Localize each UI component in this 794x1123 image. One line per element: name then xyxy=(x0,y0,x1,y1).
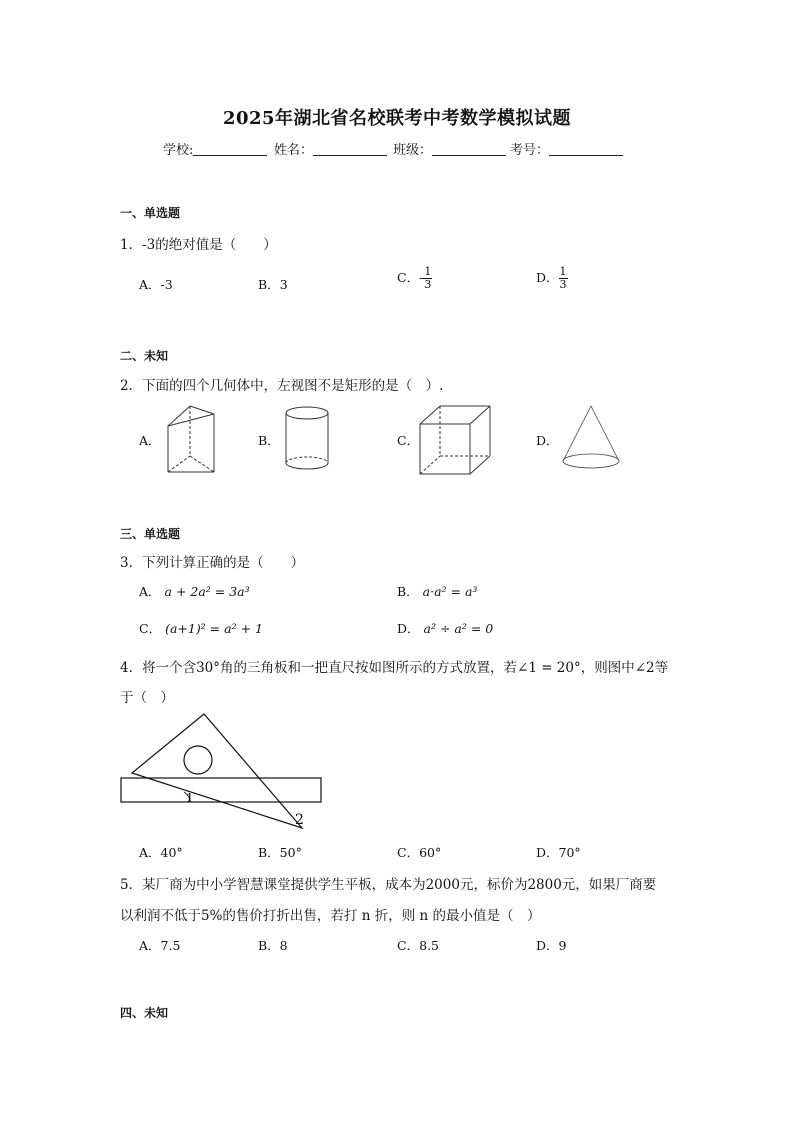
set-square-shape xyxy=(132,714,302,828)
triangle-ruler-figure xyxy=(118,710,328,834)
q3-option-d[interactable] xyxy=(397,619,493,637)
school-blank[interactable] xyxy=(193,142,267,156)
q1-option-c-label: C． xyxy=(397,270,420,285)
q4-option-c[interactable]: C．60° xyxy=(397,845,442,860)
cube-figure xyxy=(418,404,494,476)
q4-option-b[interactable]: B．50° xyxy=(258,845,302,860)
q1-option-b[interactable] xyxy=(258,275,288,293)
q3-option-a[interactable] xyxy=(139,582,250,600)
q1-option-d-denominator: 3 xyxy=(559,278,567,291)
question-3-stem: 3．下列计算正确的是（ ） xyxy=(120,555,305,571)
name-blank[interactable] xyxy=(313,142,387,156)
angle-1-label: 1 xyxy=(186,791,194,805)
question-5-stem-line2: 以利润不低于5%的售价打折出售，若打 n 折，则 n 的最小值是（ ） xyxy=(120,908,541,924)
q5-option-d[interactable]: D．9 xyxy=(536,938,567,953)
angle-2-label: 2 xyxy=(295,812,304,828)
school-label: 学校: xyxy=(163,143,194,158)
question-4-stem-line1: 4．将一个含30°角的三角板和一把直尺按如图所示的方式放置，若∠1 = 20°，则图中∠2等 xyxy=(120,660,669,676)
q3-option-d-label: D． xyxy=(397,621,420,636)
q1-option-d[interactable] xyxy=(536,266,568,291)
name-label: 姓名： xyxy=(274,143,314,158)
exam-no-field[interactable] xyxy=(510,139,623,158)
question-5-stem-line1: 5．某厂商为中小学智慧课堂提供学生平板，成本为2000元，标价为2800元，如果厂商要 xyxy=(120,877,657,893)
q5-option-a[interactable]: A．7.5 xyxy=(139,938,181,953)
q4-option-a[interactable]: A．40° xyxy=(139,845,183,860)
section-heading-4: 四、未知 xyxy=(120,1006,169,1020)
page-title: 2025年湖北省名校联考中考数学模拟试题 xyxy=(222,108,572,129)
triangular-prism-figure xyxy=(160,404,226,476)
cone-figure xyxy=(560,404,622,474)
q3-option-c-expr: (a+1)² = a² + 1 xyxy=(165,621,263,636)
question-2-stem: 2．下面的四个几何体中，左视图不是矩形的是（ ）. xyxy=(120,378,444,394)
q5-option-b[interactable]: B．8 xyxy=(258,938,288,953)
cylinder-figure xyxy=(282,405,332,475)
q1-option-a-label: A． xyxy=(139,277,161,292)
q1-option-d-fraction xyxy=(559,266,568,291)
ruler-shape xyxy=(121,778,321,802)
question-4-stem-line2: 于（ ） xyxy=(120,690,174,706)
q3-option-c[interactable] xyxy=(139,619,263,637)
q5-option-c[interactable]: C．8.5 xyxy=(397,938,439,953)
exam-no-blank[interactable] xyxy=(549,142,623,156)
q1-option-b-label: B． xyxy=(258,277,280,292)
question-1-stem: 1．-3的绝对值是（ ） xyxy=(120,237,277,253)
name-field[interactable] xyxy=(274,139,387,158)
exam-no-label: 考号： xyxy=(510,143,550,158)
q2-option-c-label[interactable]: C． xyxy=(397,433,420,448)
q1-option-c-numerator: 1 xyxy=(424,265,432,278)
q1-option-c-fraction xyxy=(423,266,432,291)
school-field[interactable] xyxy=(163,139,267,158)
class-field[interactable] xyxy=(393,139,506,158)
q3-option-a-expr: a + 2a² = 3a³ xyxy=(164,584,250,599)
q2-option-a-label[interactable]: A． xyxy=(139,433,161,448)
q1-option-d-numerator: 1 xyxy=(559,265,567,278)
class-blank[interactable] xyxy=(432,142,506,156)
q2-option-d-label[interactable]: D． xyxy=(536,433,559,448)
q1-option-b-value: 3 xyxy=(279,277,288,292)
q1-option-a-value: -3 xyxy=(160,277,173,292)
q1-option-c-denominator: 3 xyxy=(424,278,432,291)
q1-option-d-label: D． xyxy=(536,270,559,285)
q4-option-d[interactable]: D．70° xyxy=(536,845,581,860)
q3-option-b-expr: a·a² = a³ xyxy=(422,584,478,599)
set-square-hole xyxy=(184,746,212,774)
q2-option-b-label[interactable]: B． xyxy=(258,433,280,448)
q1-option-c[interactable] xyxy=(397,266,432,291)
section-heading-1: 一、单选题 xyxy=(120,206,181,220)
q3-option-b[interactable] xyxy=(397,582,477,600)
q1-option-a[interactable] xyxy=(139,275,173,293)
section-heading-2: 二、未知 xyxy=(120,349,169,363)
q3-option-a-label: A． xyxy=(139,584,161,599)
q1-option-c-sign: - xyxy=(419,270,424,285)
class-label: 班级： xyxy=(393,143,433,158)
section-heading-3: 三、单选题 xyxy=(120,527,181,541)
q3-option-d-expr: a² ÷ a² = 0 xyxy=(423,621,494,636)
q3-option-b-label: B． xyxy=(397,584,419,599)
q3-option-c-label: C． xyxy=(139,621,162,636)
